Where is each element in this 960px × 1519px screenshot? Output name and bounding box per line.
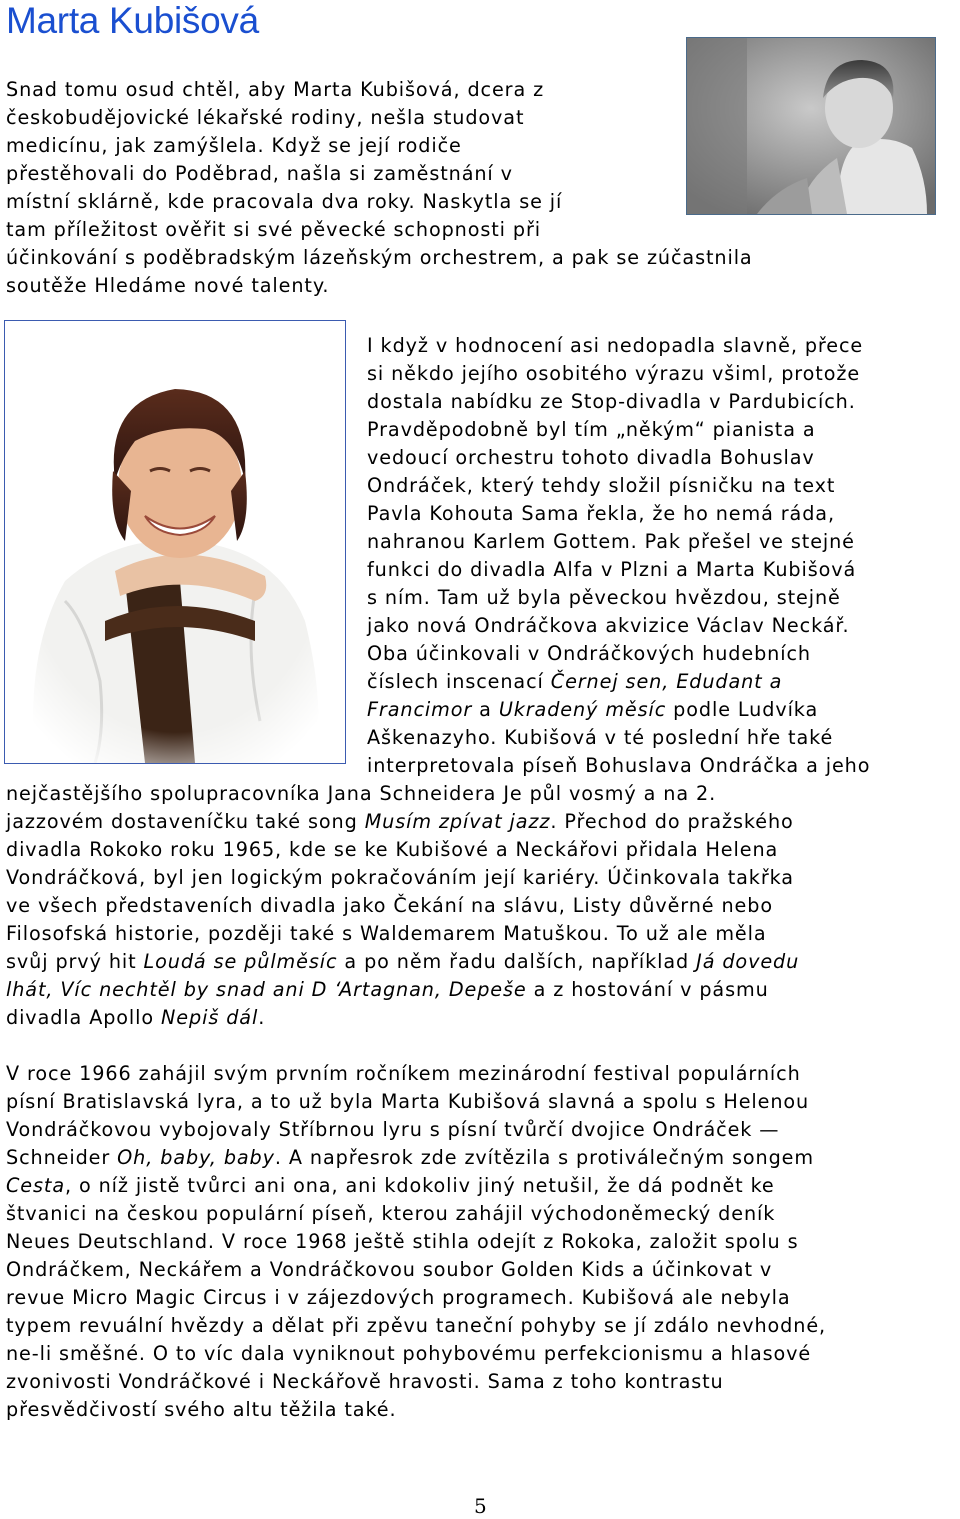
text-line: jazzovém dostaveníčku také song Musím zpívat jazz. Přechod do pražského xyxy=(6,810,794,833)
text-line: I když v hodnocení asi nedopadla slavně, přece xyxy=(367,334,864,357)
text-line: Francimor a Ukradený měsíc podle Ludvíka xyxy=(367,698,819,721)
text-line: číslech inscenací Černej sen, Edudant a xyxy=(367,670,783,693)
text-line: funkci do divadla Alfa v Plzni a Marta Kubišová xyxy=(367,558,857,581)
text-line: Filosofská historie, později také s Waldemarem Matuškou. To už ale měla xyxy=(6,922,767,945)
text-line: medicínu, jak zamýšlela. Když se její rodiče xyxy=(6,134,462,157)
text-line: Oba účinkovali v Ondráčkových hudebních xyxy=(367,642,811,665)
paragraph-side xyxy=(367,332,870,780)
text-line: zvonivosti Vondráčkové i Neckářově hravosti. Sama z toho kontrastu xyxy=(6,1370,724,1393)
text-line: s ním. Tam už byla pěveckou hvězdou, stejně xyxy=(367,586,841,609)
text-line: svůj prvý hit Loudá se půlměsíc a po něm řadu dalších, například Já dovedu xyxy=(6,950,800,973)
text-line: přestěhovali do Poděbrad, našla si zaměstnání v xyxy=(6,162,513,185)
text-line: tam příležitost ověřit si své pěvecké schopnosti při xyxy=(6,218,542,241)
text-line: jako nová Ondráčkova akvizice Václav Neckář. xyxy=(367,614,850,637)
photo-smiling-portrait xyxy=(4,320,346,764)
text-line: místní sklárně, kde pracovala dva roky. Naskytla se jí xyxy=(6,190,563,213)
photo-young-singer-image xyxy=(687,38,935,214)
text-line: Ondráčkem, Neckářem a Vondráčkovou soubor Golden Kids a účinkovat v xyxy=(6,1258,773,1281)
text-line: ne-li směšné. O to víc dala vyniknout pohybovému perfekcionismu a hlasové xyxy=(6,1342,812,1365)
page-number: 5 xyxy=(474,1494,487,1518)
text-line: Ondráček, který tehdy složil písničku na text xyxy=(367,474,836,497)
paragraph-lyra xyxy=(6,1060,826,1424)
text-line: písní Bratislavská lyra, a to už byla Marta Kubišová slavná a spolu s Helenou xyxy=(6,1090,810,1113)
text-line: divadla Apollo Nepiš dál. xyxy=(6,1006,266,1029)
text-line: Schneider Oh, baby, baby. A napřesrok zde zvítězila s protiválečným songem xyxy=(6,1146,814,1169)
text-line: si někdo jejího osobitého výrazu všiml, protože xyxy=(367,362,861,385)
text-line: revue Micro Magic Circus i v zájezdových programech. Kubišová ale nebyla xyxy=(6,1286,791,1309)
text-line: Vondráčková, byl jen logickým pokračováním její kariéry. Účinkovala takřka xyxy=(6,866,794,889)
text-line: typem revuální hvězdy a dělat při zpěvu taneční pohyby se jí zdálo nevhodné, xyxy=(6,1314,827,1337)
photo-smiling-portrait-image xyxy=(5,321,345,763)
text-line: českobudějovické lékařské rodiny, nešla studovat xyxy=(6,106,525,129)
text-line: Neues Deutschland. V roce 1968 ještě stihla odejít z Rokoka, založit spolu s xyxy=(6,1230,799,1253)
text-line: Vondráčkovou vybojovaly Stříbrnou lyru s písní tvůrčí dvojice Ondráček — xyxy=(6,1118,780,1141)
text-line: V roce 1966 zahájil svým prvním ročníkem mezinárodní festival populárních xyxy=(6,1062,801,1085)
text-line: dostala nabídku ze Stop-divadla v Pardubicích. xyxy=(367,390,856,413)
text-line: přesvědčivostí svého altu těžila také. xyxy=(6,1398,397,1421)
text-line: Snad tomu osud chtěl, aby Marta Kubišová, dcera z xyxy=(6,78,545,101)
text-line: Pravděpodobně byl tím „někým“ pianista a xyxy=(367,418,816,441)
page-title: Marta Kubišová xyxy=(6,0,259,41)
text-line: Cesta, o níž jistě tvůrci ani ona, ani kdokoliv jiný netušil, že dá podnět ke xyxy=(6,1174,775,1197)
text-line: vedoucí orchestru tohoto divadla Bohuslav xyxy=(367,446,815,469)
text-line: Aškenazyho. Kubišová v té poslední hře také xyxy=(367,726,834,749)
text-line: divadla Rokoko roku 1965, kde se ke Kubišové a Neckářovi přidala Helena xyxy=(6,838,779,861)
photo-young-singer xyxy=(686,37,936,215)
text-line: interpretovala píseň Bohuslava Ondráčka a jeho xyxy=(367,754,871,777)
paragraph-continued xyxy=(6,780,799,1032)
text-line: Pavla Kohouta Sama řekla, že ho nemá ráda, xyxy=(367,502,835,525)
text-line: nejčastějšího spolupracovníka Jana Schneidera Je půl vosmý a na 2. xyxy=(6,782,717,805)
text-line: ve všech představeních divadla jako Čekání na slávu, Listy důvěrné nebo xyxy=(6,894,773,917)
paragraph-intro xyxy=(6,76,753,300)
text-line: nahranou Karlem Gottem. Pak přešel ve stejné xyxy=(367,530,855,553)
text-line: lhát, Víc nechtěl by snad ani D ‘Artagnan, Depeše a z hostování v pásmu xyxy=(6,978,769,1001)
text-line: účinkování s poděbradským lázeňským orchestrem, a pak se zúčastnila xyxy=(6,246,753,269)
text-line: soutěže Hledáme nové talenty. xyxy=(6,274,330,297)
text-line: štvanici na českou populární píseň, kterou zahájil východoněmecký deník xyxy=(6,1202,776,1225)
